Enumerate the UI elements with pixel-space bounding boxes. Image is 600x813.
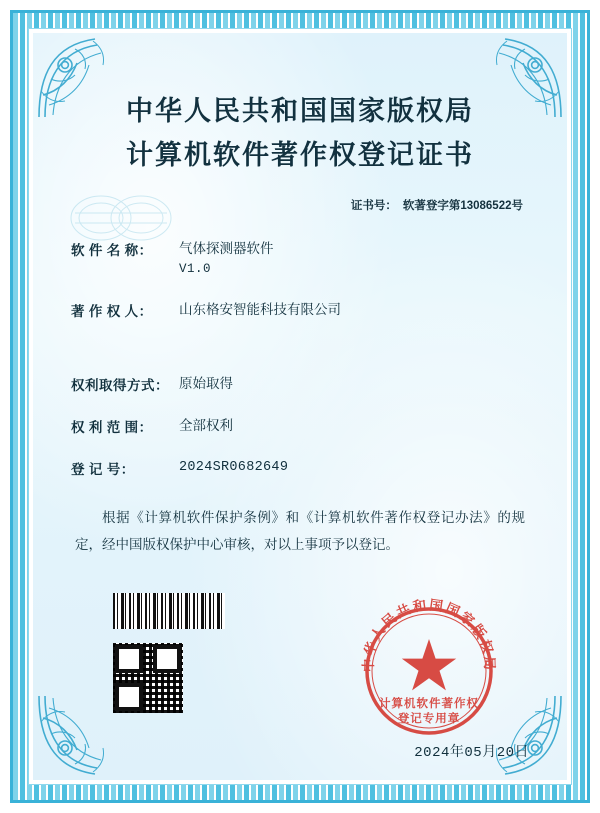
field-rights-scope [71, 416, 529, 436]
field-value: 全部权利 [179, 418, 233, 434]
field-label: 软 件 名 称： [71, 242, 153, 258]
legal-statement-text: 根据《计算机软件保护条例》和《计算机软件著作权登记办法》的规定，经中国版权保护中心审核，对以上事项予以登记。 [75, 510, 525, 553]
field-registration-number [71, 458, 529, 478]
certificate-number-value: 软著登字第13086522号 [402, 199, 523, 212]
field-value: 原始取得 [179, 376, 233, 392]
field-value: 山东格安智能科技有限公司 [179, 302, 341, 318]
field-value-text: 气体探测器软件 [179, 240, 274, 256]
field-value-version: V1.0 [179, 262, 212, 277]
barcode-image [113, 593, 225, 629]
field-label: 著 作 权 人： [71, 304, 153, 320]
page-title-line2: 计算机软件著作权登记证书 [126, 139, 474, 170]
issue-date: 2024年05月20日 [414, 745, 529, 761]
field-label: 登 记 号： [71, 462, 135, 478]
svg-text:计算机软件著作权: 计算机软件著作权 [379, 698, 479, 710]
field-value: 2024SR0682649 [179, 460, 289, 476]
code-block [113, 593, 225, 713]
svg-text:登记专用章: 登记专用章 [397, 713, 461, 725]
qrcode-image [113, 643, 183, 713]
certificate-number [71, 197, 529, 213]
field-label: 权利取得方式： [71, 378, 169, 394]
legal-statement [71, 504, 529, 558]
field-value [179, 239, 529, 279]
field-acquisition-method [71, 374, 529, 394]
svg-text:中华人民共和国国家版权局: 中华人民共和国国家版权局 [360, 597, 498, 673]
official-seal [353, 595, 505, 747]
page-title-line1: 中华人民共和国国家版权局 [126, 96, 474, 126]
certificate-paper [33, 33, 567, 780]
field-copyright-owner [71, 300, 529, 320]
qr-finder-pattern [115, 683, 143, 711]
field-software-name [71, 239, 529, 279]
field-label: 权 利 范 围： [71, 420, 153, 436]
certificate-number-label: 证书号： [350, 199, 397, 212]
